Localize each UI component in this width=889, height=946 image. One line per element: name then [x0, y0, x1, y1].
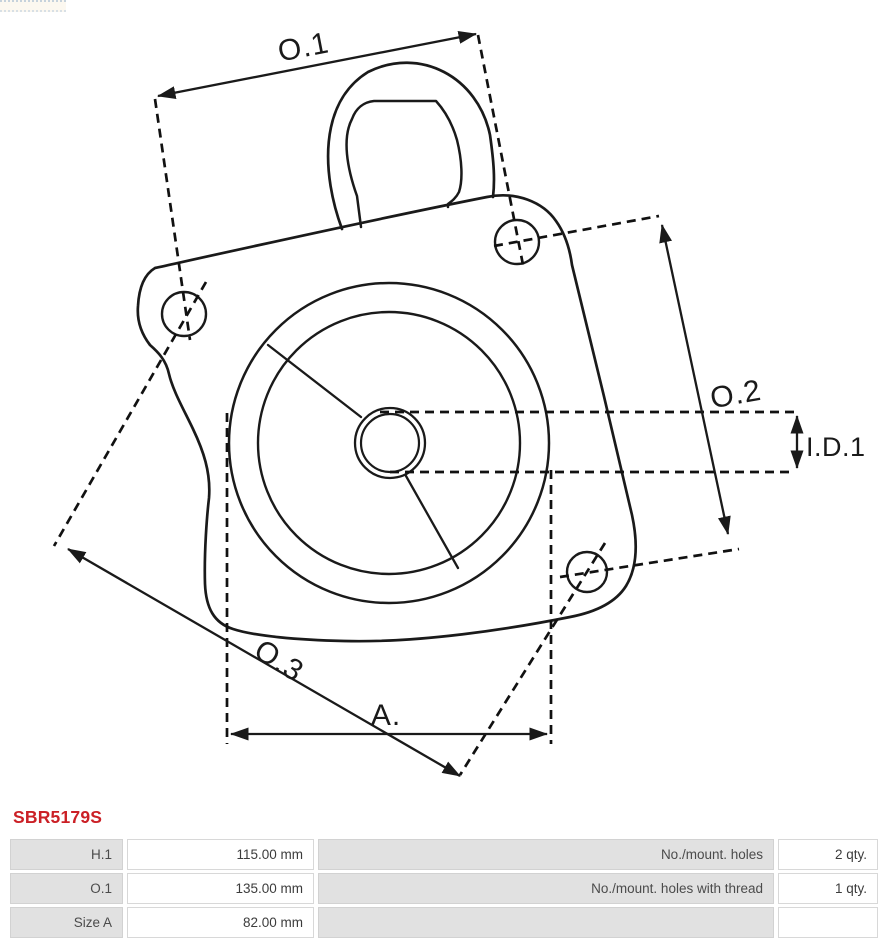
spec-label-cell: No./mount. holes — [318, 839, 774, 870]
dim-line-o2 — [662, 225, 728, 534]
spec-value-cell: 135.00 mm — [127, 873, 314, 904]
ext-line-o3-right — [460, 543, 605, 775]
pilot-circle-outer — [229, 283, 549, 603]
lifting-lug-outer — [328, 63, 494, 229]
spec-table — [10, 839, 878, 938]
spec-label-cell: No./mount. holes with thread — [318, 873, 774, 904]
pilot-circle-inner — [258, 312, 520, 574]
ext-line-o1-left — [155, 99, 190, 340]
spec-label-cell: H.1 — [10, 839, 123, 870]
product-code: SBR5179S — [13, 807, 103, 827]
ext-line-o1-right — [478, 35, 524, 270]
dim-label-a: A. — [370, 699, 402, 732]
spec-value-cell: 2 qty. — [778, 839, 878, 870]
spec-label-cell — [318, 907, 774, 938]
dim-label-id1: I.D.1 — [806, 432, 866, 462]
ext-line-o3-left — [54, 282, 206, 546]
lifting-lug-inner — [347, 101, 462, 227]
dim-label-o1: O.1 — [275, 26, 332, 69]
dim-label-o3: O.3 — [248, 633, 310, 689]
hub-bore — [361, 414, 419, 472]
hub-outer — [355, 408, 425, 478]
spec-label-cell: Size A — [10, 907, 123, 938]
sector-line-lower — [406, 476, 458, 568]
sector-line-upper — [268, 345, 361, 417]
spec-value-cell: 82.00 mm — [127, 907, 314, 938]
spec-value-cell — [778, 907, 878, 938]
spec-value-cell: 1 qty. — [778, 873, 878, 904]
dim-label-o2: O.2 — [707, 373, 765, 416]
spec-label-cell: O.1 — [10, 873, 123, 904]
spec-value-cell: 115.00 mm — [127, 839, 314, 870]
